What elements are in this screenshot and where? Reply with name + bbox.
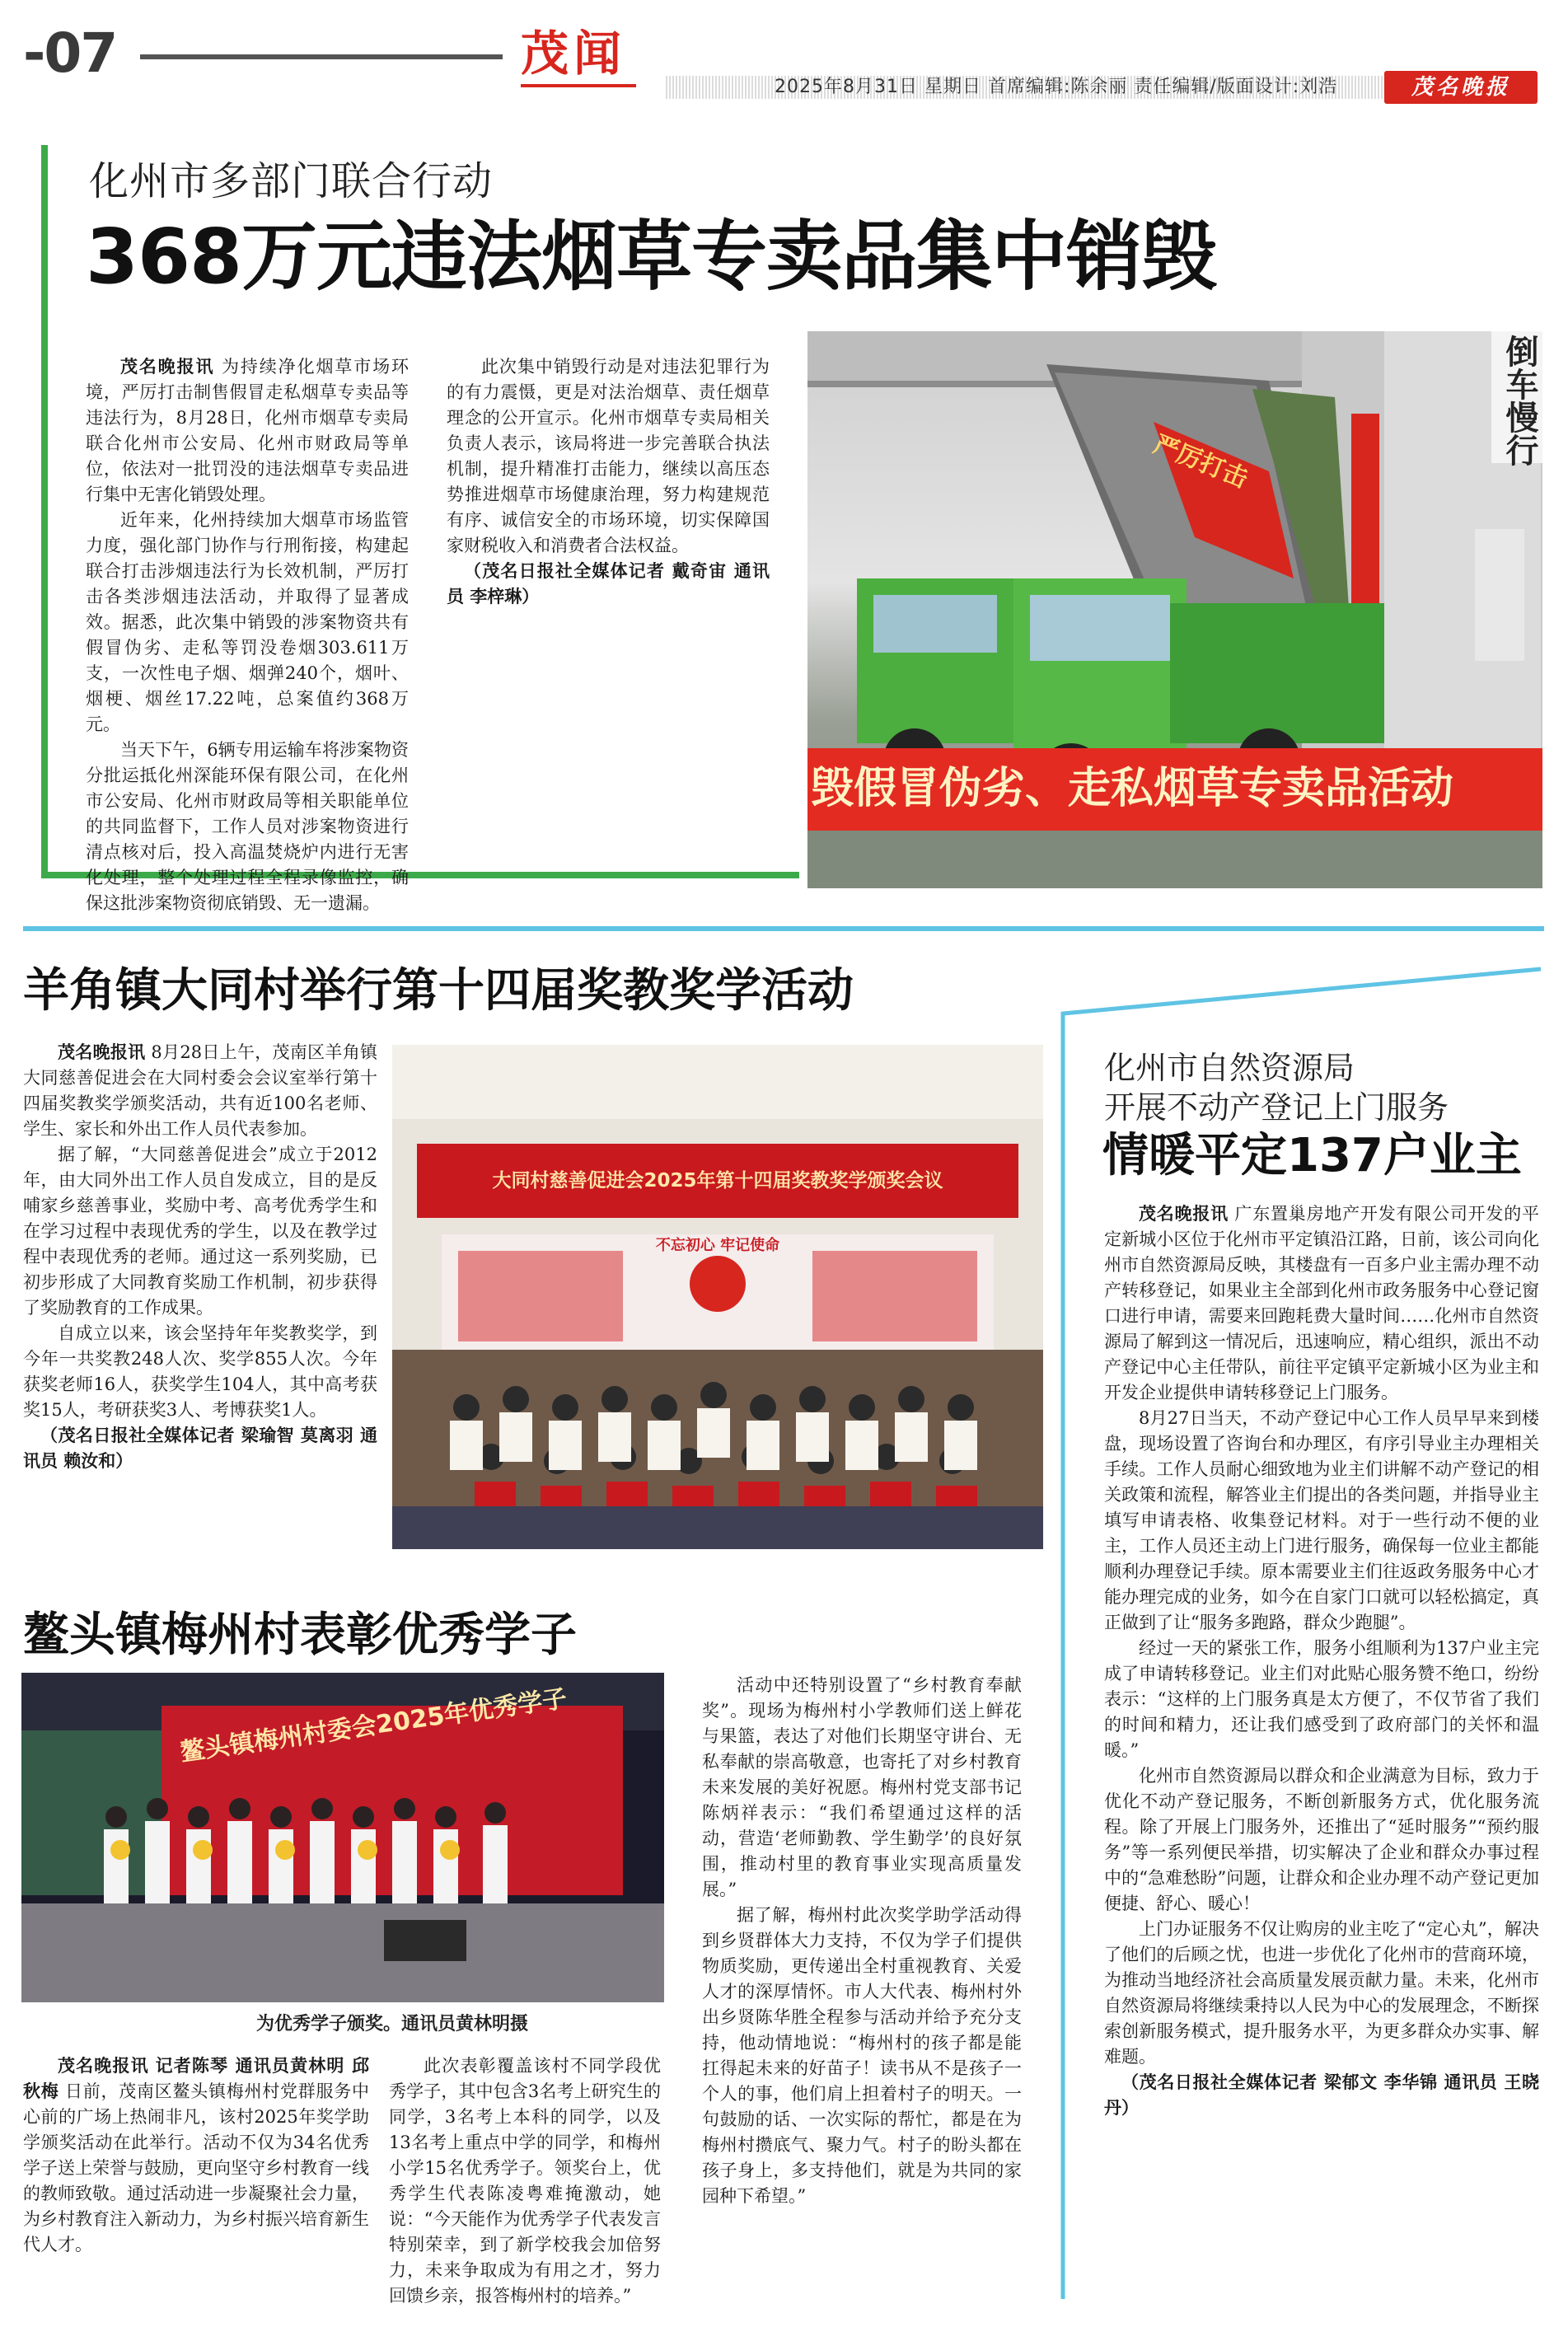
article4-p1: 广东置巢房地产开发有限公司开发的平定新城小区位于化州市平定镇沿江路，日前，该公司向化州市自然资源局反映，其楼盘有一百多户业主需办理不动产转移登记，如果业主全部到化州市政务服务中心登记窗口进行申请，需要来回跑耗费大量时间……化州市自然资源局了解到这一情况后，迅速响应，精心组织，派出不动产登记中心主任带队，前往平定镇平定新城小区为业主和开发企业提供申请转移登记上门服务。 bbox=[1104, 1204, 1539, 1402]
article3-col1 bbox=[23, 2053, 369, 2314]
article2-credit: （茂名日报社全媒体记者 梁瑜智 莫离羽 通讯员 赖汝和） bbox=[23, 1426, 377, 1471]
article3-col2 bbox=[389, 2053, 661, 2314]
article3-title: 鳌头镇梅州村表彰优秀学子 bbox=[23, 1608, 577, 1662]
article2-photo-board: 不忘初心 牢记使命 bbox=[655, 1237, 780, 1254]
article1-frame-left bbox=[41, 145, 48, 878]
article1-credit: （茂名日报社全媒体记者 戴奇宙 通讯员 李梓琳） bbox=[447, 561, 770, 606]
article3-col3 bbox=[702, 1673, 1022, 2315]
article1-col1 bbox=[86, 354, 410, 913]
section-title: 茂闻 bbox=[521, 26, 627, 82]
article2-text bbox=[23, 1040, 377, 1551]
article1-p3: 当天下午，6辆专用运输车将涉案物资分批运抵化州深能环保有限公司，在化州市公安局、化州市财政局等相关职能单位的共同监督下，工作人员对涉案物资进行清点核对后，投入高温焚烧炉内进行无害化处理，整个处理过程全程录像监控，确保这批涉案物资彻底销毁、无一遗漏。 bbox=[86, 740, 409, 913]
article4-p4: 化州市自然资源局以群众和企业满意为目标，致力于优化不动产登记服务，不断创新服务方式，优化服务流程。除了开展上门服务外，还推出了“延时服务”“预约服务”等一系列便民举措，切实解决了企业和群众办事过程中的“急难愁盼”问题，让群众和企业办理不动产登记更加便捷、舒心、暖心！ bbox=[1104, 1766, 1539, 1913]
article3-p2: 此次表彰覆盖该村不同学段优秀学子，其中包含3名考上研究生的同学，3名考上本科的同学，以及13名考上重点中学的同学，和梅州小学15名优秀学子。领奖台上，优秀学生代表陈凌粤难掩激动，她说：“今天能作为优秀学子代表发言特别荣幸，到了新学校我会加倍努力，未来争取成为有用之才，努力回馈乡亲，报答梅州村的培养。” bbox=[389, 2056, 661, 2306]
article4-text bbox=[1104, 1201, 1539, 2314]
page-number: -07 bbox=[23, 21, 117, 85]
article1-photo-sign-1: 倒车慢行 bbox=[1500, 335, 1538, 466]
article3-p4: 据了解，梅州村此次奖学助学活动得到乡贤群体大力支持，不仅为学子们提供物质奖励，更传递出全村重视教育、关爱人才的深厚情怀。市人大代表、梅州村外出乡贤陈华胜全程参与活动并给予充分支持，他动情地说：“梅州村的孩子都是能扛得起未来的好苗子！读书从不是孩子一个人的事，他们肩上担着村子的明天。一句鼓励的话、一次实际的帮忙，都是在为梅州村攒底气、聚力气。村子的盼头都在孩子身上，多支持他们，就是为共同的家园种下希望。” bbox=[702, 1905, 1022, 2206]
article2-p1: 8月28日上午，茂南区羊角镇大同慈善促进会在大同村委会会议室举行第十四届奖教奖学颁奖活动，共有近100名老师、学生、家长和外出工作人员代表参加。 bbox=[23, 1042, 377, 1139]
article3-photo bbox=[21, 1673, 664, 2002]
article2-lead-tag: 茂名晚报讯 bbox=[58, 1042, 146, 1062]
paper-logo-text: 茂名晚报 bbox=[1411, 75, 1510, 100]
article2-photo-banner: 大同村慈善促进会2025年第十四届奖教奖学颁奖会议 bbox=[492, 1170, 943, 1192]
article2-title: 羊角镇大同村举行第十四届奖教奖学活动 bbox=[23, 964, 854, 1018]
article4-kicker-1: 化州市自然资源局 bbox=[1104, 1050, 1355, 1086]
section-underline bbox=[521, 84, 636, 87]
article2-p3: 自成立以来，该会坚持年年奖教奖学，到今年一共奖教248人次、奖学855人次。今年获奖老师16人，获奖学生104人，其中高考获奖15人，考研获奖3人、考博获奖1人。 bbox=[23, 1323, 377, 1420]
masthead-rule-left bbox=[140, 54, 503, 59]
section-separator bbox=[23, 926, 1544, 931]
article4-lead-tag: 茂名晚报讯 bbox=[1139, 1204, 1229, 1224]
article3-p1: 日前，茂南区鳌头镇梅州村党群服务中心前的广场上热闹非凡，该村2025年奖学助学颁奖活动在此举行。活动不仅为34名优秀学子送上荣誉与鼓励，更向坚守乡村教育一线的教师致敬。通过活动进一步凝聚社会力量，为乡村教育注入新动力，为乡村振兴培育新生代人才。 bbox=[23, 2081, 370, 2254]
article3-lead-tag: 茂名晚报讯 bbox=[58, 2056, 149, 2076]
article4-title: 情暖平定137户业主 bbox=[1102, 1129, 1522, 1182]
article4-p5: 上门办证服务不仅让购房的业主吃了“定心丸”，解决了他们的后顾之忧，也进一步优化了化州市的营商环境，为推动当地经济社会高质量发展贡献力量。未来，化州市自然资源局将继续秉持以人民为中心的发展理念，不断探索创新服务模式，提升服务水平，为更多群众办实事、解难题。 bbox=[1104, 1919, 1539, 2067]
article3-reporters: 记者陈琴 通讯员黄林明 邱秋梅 bbox=[23, 2056, 369, 2101]
article4-kicker-2: 开展不动产登记上门服务 bbox=[1104, 1089, 1449, 1126]
article3-p3: 活动中还特别设置了“乡村教育奉献奖”。现场为梅州村小学教师们送上鲜花与果篮，表达了对他们长期坚守讲台、无私奉献的崇高敬意，也寄托了对乡村教育未来发展的美好祝愿。梅州村党支部书记陈炳祥表示：“我们希望通过这样的活动，营造‘老师勤教、学生勤学’的良好氛围，推动村里的教育事业实现高质量发展。” bbox=[702, 1675, 1022, 1899]
masthead-info: 2025年8月31日 星期日 首席编辑:陈余丽 责任编辑/版面设计:刘浩 bbox=[775, 77, 1338, 97]
article4-p2: 8月27日当天，不动产登记中心工作人员早早来到楼盘，现场设置了咨询台和办理区，有序引导业主办理相关手续。工作人员耐心细致地为业主们讲解不动产登记的相关政策和流程，解答业主们提出的各类问题，并指导业主填写申请表格、收集登记材料。对于一些行动不便的业主，工作人员还主动上门进行服务，确保每一位业主都能顺利办理登记手续。原本需要业主们往返政务服务中心才能办理完成的业务，如今在自家门口就可以轻松搞定，真正做到了让“服务多跑路，群众少跑腿”。 bbox=[1104, 1408, 1539, 1632]
article2-p2: 据了解，“大同慈善促进会”成立于2012年，由大同外出工作人员自发成立，目的是反哺家乡慈善事业，奖励中考、高考优秀学生和在学习过程中表现优秀的学生，以及在教学过程中表现优秀的老师。通过这一系列奖励，已初步形成了大同教育奖励工作机制，初步获得了奖励教育的工作成果。 bbox=[23, 1145, 377, 1318]
article1-photo bbox=[807, 331, 1542, 888]
article1-photo-banner: 毁假冒伪劣、走私烟草专卖品活动 bbox=[811, 764, 1454, 813]
article1-title: 368万元违法烟草专卖品集中销毁 bbox=[86, 213, 1217, 301]
section-logo bbox=[521, 25, 644, 91]
article3-photo-banner: 鳌头镇梅州村委会2025年优秀学子 bbox=[178, 1684, 569, 1767]
paper-logo bbox=[1384, 71, 1538, 104]
article1-lead-tag: 茂名晚报讯 bbox=[120, 357, 215, 377]
article2-photo bbox=[392, 1045, 1043, 1549]
article1-p2: 近年来，化州持续加大烟草市场监管力度，强化部门协作与行刑衔接，构建起联合打击涉烟违法行为长效机制，严厉打击各类涉烟违法活动，并取得了显著成效。据悉，此次集中销毁的涉案物资共有假冒伪劣、走私等罚没卷烟303.611万支，一次性电子烟、烟弹240个，烟叶、烟梗、烟丝17.22吨，总案值约368万元。 bbox=[86, 510, 409, 734]
article1-p4: 此次集中销毁行动是对违法犯罪行为的有力震慑，更是对法治烟草、责任烟草理念的公开宣示。化州市烟草专卖局相关负责人表示，该局将进一步完善联合执法机制，提升精准打击能力，继续以高压态势推进烟草市场健康治理，努力构建规范有序、诚信安全的市场环境，切实保障国家财税收入和消费者合法权益。 bbox=[447, 357, 770, 555]
article1-photo-sign-3: 严厉打击 bbox=[1149, 430, 1252, 494]
article3-caption: 为优秀学子颁奖。通讯员黄林明摄 bbox=[255, 2014, 528, 2034]
article1-kicker: 化州市多部门联合行动 bbox=[89, 158, 494, 204]
article4-p3: 经过一天的紧张工作，服务小组顺利为137户业主完成了申请转移登记。业主们对此贴心服务赞不绝口，纷纷表示：“这样的上门服务真是太方便了，不仅节省了我们的时间和精力，还让我们感受到了政府部门的关怀和温暖。” bbox=[1104, 1638, 1539, 1760]
article1-p1: 为持续净化烟草市场环境，严厉打击制售假冒走私烟草专卖品等违法行为，8月28日，化州市烟草专卖局联合化州市公安局、化州市财政局等单位，依法对一批罚没的违法烟草专卖品进行集中无害化销毁处理。 bbox=[86, 357, 410, 504]
article4-credit: （茂名日报社全媒体记者 梁郁文 李华锦 通讯员 王晓丹） bbox=[1104, 2072, 1539, 2118]
article1-col2 bbox=[447, 354, 770, 865]
article2-photo-scene bbox=[392, 1045, 1043, 1549]
